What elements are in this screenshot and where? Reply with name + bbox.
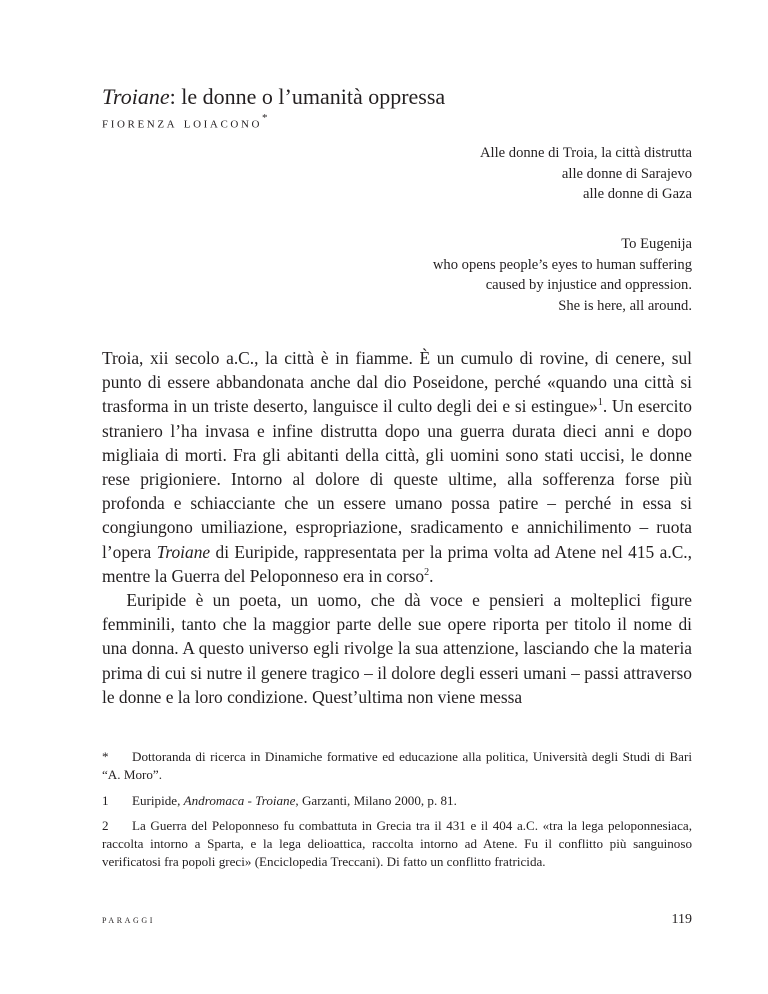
- paragraph-1: [102, 346, 692, 588]
- running-footer: [102, 912, 692, 927]
- author-footnote-mark: *: [262, 112, 268, 124]
- paragraph-text: .: [429, 565, 434, 586]
- footnote-2: [102, 817, 692, 872]
- footnote-text: La Guerra del Peloponneso fu combattuta in Grecia tra il 431 e il 404 a.C. «tra la lega peloponnesiaca, raccolta intorno a Sparta, e la lega delioattica, raccolta intorno ad Atene. Fu il conflitto più sanguinoso verificatosi fra popoli greci» (Enciclopedia Treccani). Di fatto un conflitto fratricida.: [102, 817, 692, 870]
- dedication-line: who opens people’s eyes to human suffering: [432, 256, 692, 273]
- footnote-mark: 2: [102, 817, 109, 833]
- dedication-line: To Eugenija: [621, 236, 692, 252]
- paragraph-text: di Euripide, rappresentata per la prima volta ad Atene nel 415 a.C., mentre la Guerra del Peloponneso era in corso: [102, 541, 693, 586]
- dedication-italian: [480, 143, 692, 205]
- author-name: fiorenza loiacono: [102, 114, 263, 132]
- paragraph-text: . Un esercito straniero l’ha invasa e infine distrutta dopo una guerra durata dieci anni e dopo migliaia di morti. Fra gli abitanti della città, gli uomini sono stati uccisi, le donne rese prigioniere. Intorno al dolore di queste ultime, alla sofferenza forse più profonda e schiacciante che un essere umano possa patire – perché in essa si congiungono umiliazione, espropriazione, sradicamento e annichilimento – ruota l’opera: [102, 396, 692, 562]
- footnote-text: Dottoranda di ricerca in Dinamiche formative ed educazione alla politica, Università degli Studi di Bari “A. Moro”.: [102, 749, 692, 783]
- page-number: 119: [671, 912, 692, 927]
- work-title: Troiane: [156, 541, 211, 562]
- footnote-mark: *: [102, 749, 109, 764]
- footnote-ref-2[interactable]: 2: [424, 567, 430, 579]
- dedication-line: alle donne di Sarajevo: [561, 165, 692, 182]
- title-work-name: Troiane: [102, 84, 170, 109]
- journal-name: paraggi: [102, 912, 156, 926]
- dedication-line: alle donne di Gaza: [583, 186, 692, 202]
- footnote-text: , Garzanti, Milano 2000, p. 81.: [295, 792, 457, 808]
- paragraph-2: Euripide è un poeta, un uomo, che dà voce e pensieri a molteplici figure femminili, tanto che la maggior parte delle sue opere riporta per titolo il nome di una donna. A questo universo egli rivolge la sua attenzione, lasciando che la materia prima di cui si nutre il genere tragico – il dolore degli esseri umani – passi attraverso le donne e la loro condizione. Quest’ultima non viene messa: [102, 590, 692, 707]
- footnote-text: Euripide,: [132, 792, 184, 808]
- dedication-line: Alle donne di Troia, la città distrutta: [480, 145, 692, 161]
- article-title: [102, 84, 445, 110]
- paragraph-text: Troia, xii secolo a.C., la città è in fiamme. È un cumulo di rovine, di cenere, sul punto di essere abbandonata anche dal dio Poseidone, perché «quando una città si trasforma in un triste deserto, languisce il culto degli dei e si estingue»: [102, 348, 692, 417]
- footnote-work-title: Andromaca - Troiane: [183, 792, 296, 808]
- footnote-ref-1[interactable]: 1: [597, 397, 603, 409]
- author-byline: [102, 112, 268, 132]
- dedication-english: [433, 234, 692, 316]
- body-text: [102, 346, 692, 709]
- title-subtitle: : le donne o l’umanità oppressa: [169, 84, 446, 109]
- footnote-1: [102, 792, 692, 810]
- footnote-author: [102, 748, 692, 785]
- dedication-line: She is here, all around.: [558, 297, 692, 314]
- dedication-line: caused by injustice and oppression.: [485, 277, 692, 293]
- footnotes: [102, 748, 692, 879]
- footnote-mark: 1: [102, 792, 109, 808]
